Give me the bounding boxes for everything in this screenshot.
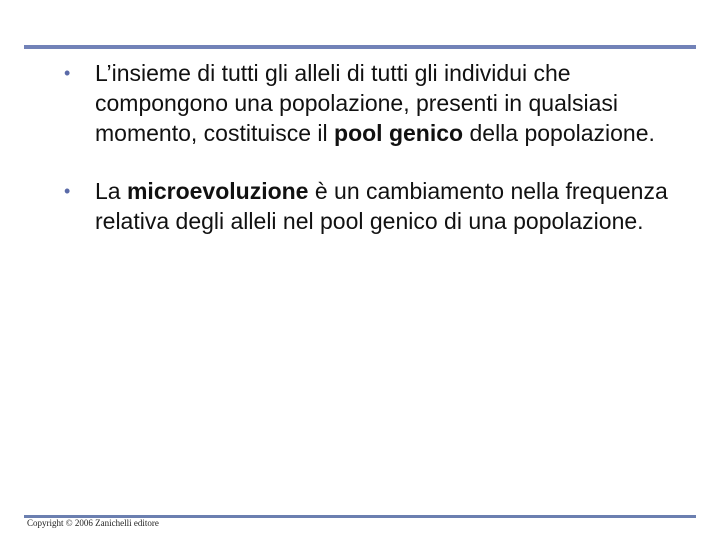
bullet-microevoluzione <box>0 176 720 236</box>
bullet-pool-genico <box>0 58 720 148</box>
bullet-marker: • <box>64 63 71 83</box>
bullet-marker: • <box>64 181 71 201</box>
bullet-text-before: L’insieme di tutti gli alleli di tutti gli individui che compongono una popolazione, presenti in qualsiasi momento, costituisce il <box>95 60 618 146</box>
bullet-text <box>95 60 655 146</box>
slide-bullet-list <box>0 58 720 236</box>
bullet-bold-term: pool genico <box>334 120 464 146</box>
bullet-text <box>95 178 668 234</box>
bullet-text-before: La <box>95 178 127 204</box>
bullet-bold-term: microevoluzione <box>126 178 309 204</box>
top-divider <box>24 45 696 49</box>
bullet-text-after: della popolazione. <box>463 120 655 146</box>
bullet-text-after: è un cambiamento nella frequenza relativa degli alleli nel pool genico di una popolazione. <box>95 178 668 234</box>
copyright-notice: Copyright © 2006 Zanichelli editore <box>27 518 159 528</box>
